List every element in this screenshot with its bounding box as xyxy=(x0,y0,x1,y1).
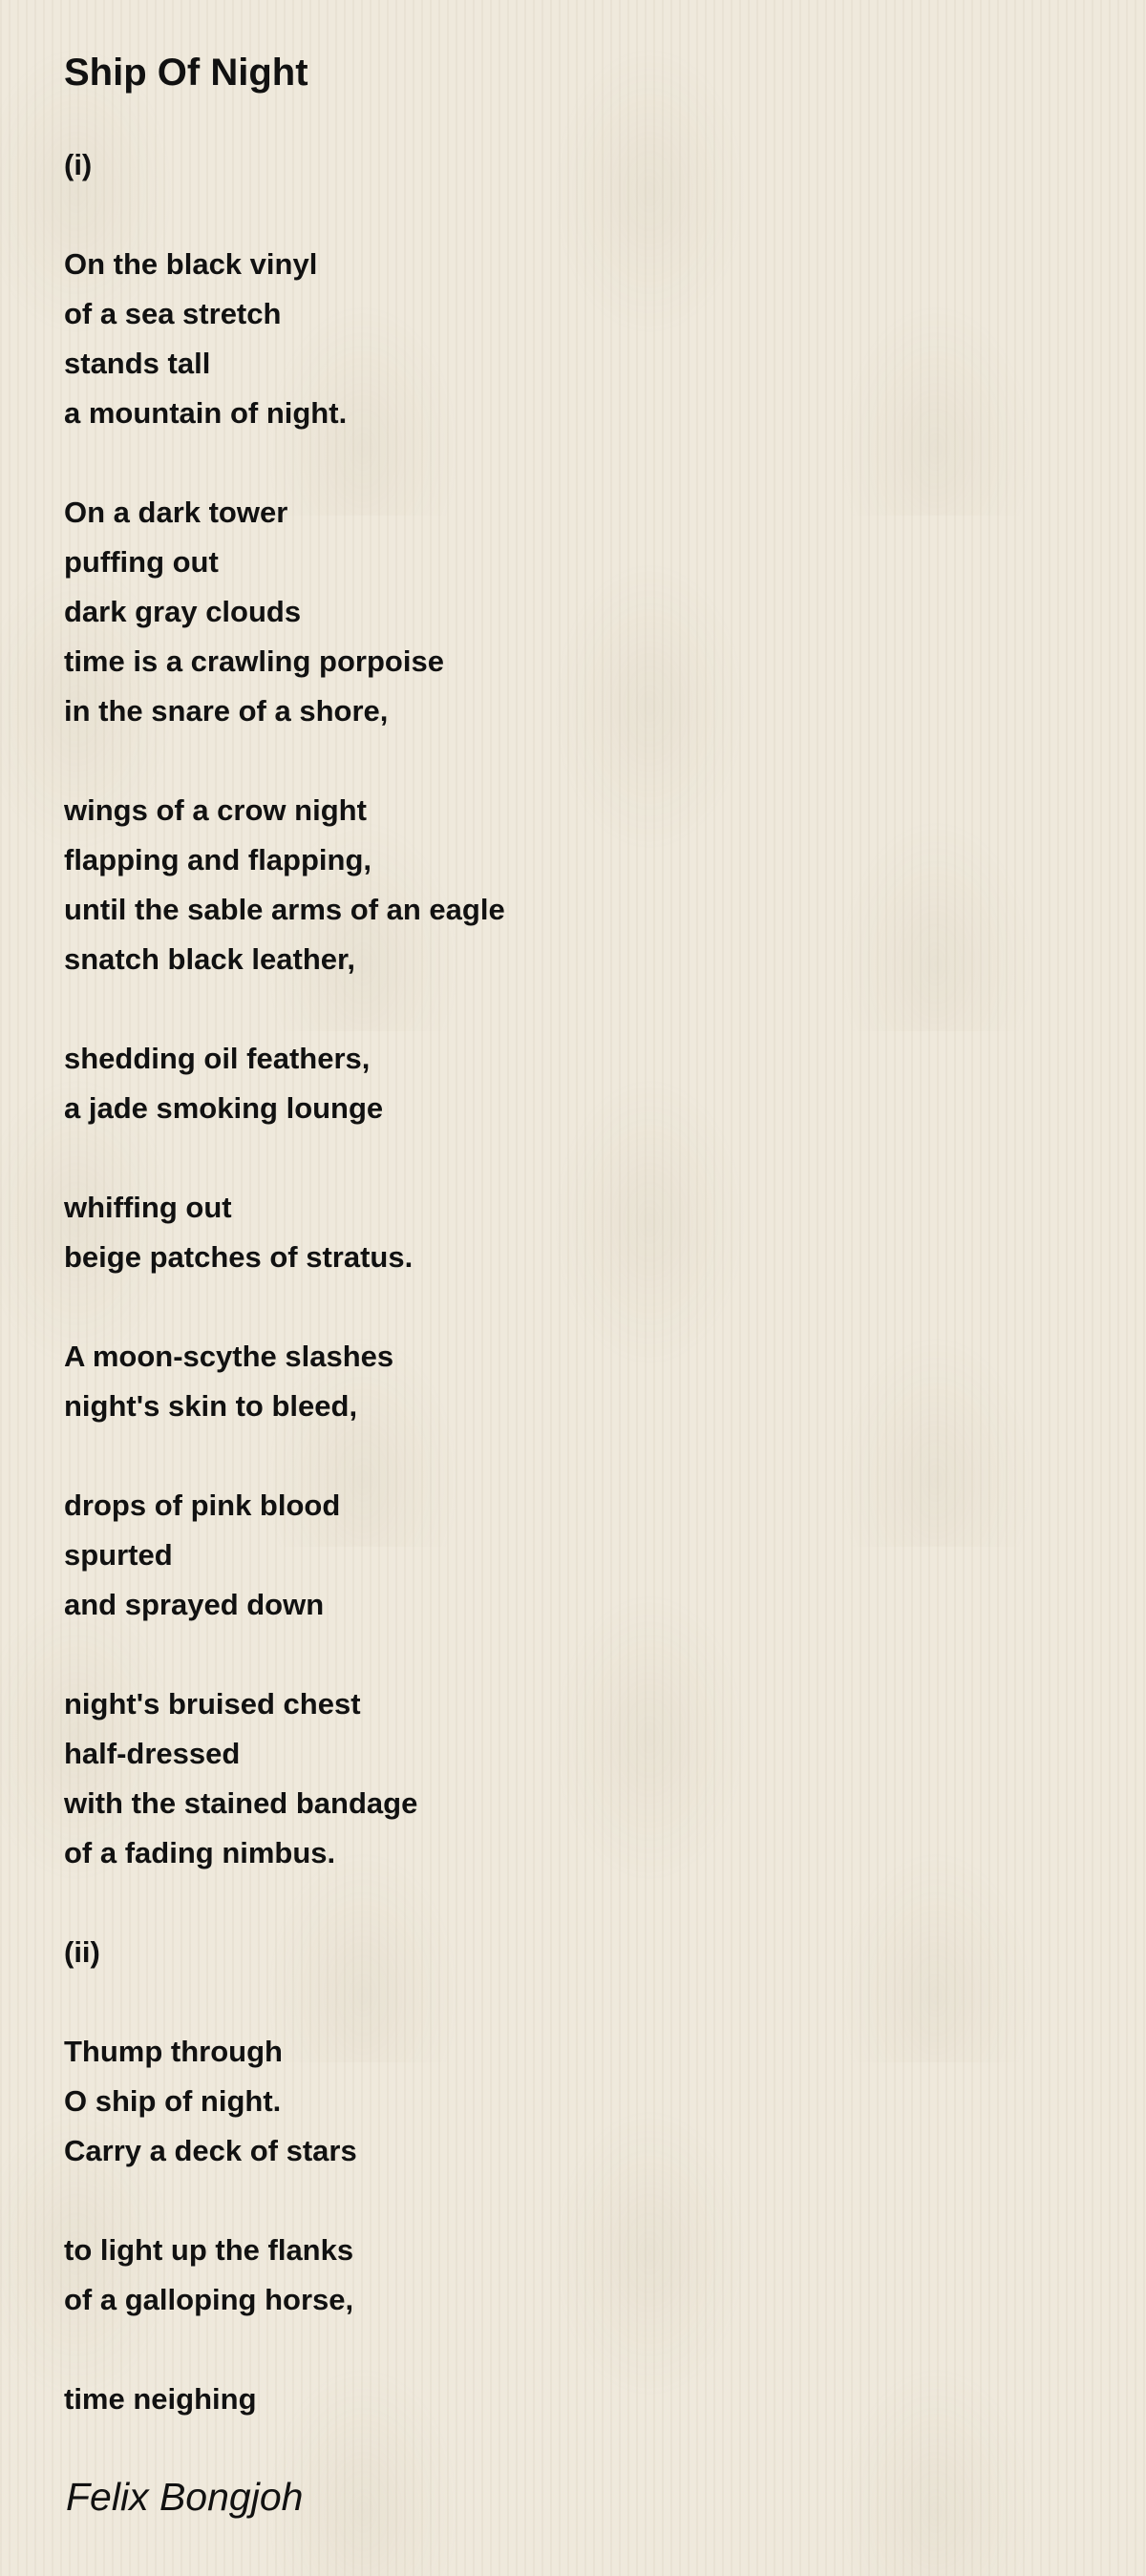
poem-line: puffing out xyxy=(64,545,219,579)
poem-line: On the black vinyl xyxy=(64,247,318,281)
stanza-break xyxy=(64,1282,1076,1332)
poem-line: time neighing xyxy=(64,2382,257,2416)
stanza-break xyxy=(64,190,1076,240)
poem-line: spurted xyxy=(64,1538,173,1572)
poem-line: (i) xyxy=(64,148,93,181)
stanza-break xyxy=(64,438,1076,488)
poem-line: A moon-scythe slashes xyxy=(64,1340,394,1373)
poem-line: On a dark tower xyxy=(64,496,288,529)
poem-line: and sprayed down xyxy=(64,1588,325,1621)
poem-line: a mountain of night. xyxy=(64,396,348,430)
poem-line: Thump through xyxy=(64,2035,283,2068)
stanza-break xyxy=(64,1630,1076,1679)
stanza-break xyxy=(64,1878,1076,1928)
poem-line: wings of a crow night xyxy=(64,793,367,827)
stanza-break xyxy=(64,1431,1076,1481)
poem-line: stands tall xyxy=(64,347,211,380)
poem-line: half-dressed xyxy=(64,1737,241,1770)
poem-line: O ship of night. xyxy=(64,2084,282,2118)
poem-author: Felix Bongjoh xyxy=(66,2475,304,2519)
poem-line: night's bruised chest xyxy=(64,1687,361,1721)
poem-line: whiffing out xyxy=(64,1191,232,1224)
poem-line: with the stained bandage xyxy=(64,1786,418,1820)
poem-line: beige patches of stratus. xyxy=(64,1240,414,1274)
stanza-break xyxy=(64,2325,1076,2375)
poem-line: flapping and flapping, xyxy=(64,843,372,876)
stanza-break xyxy=(64,2176,1076,2226)
poem-line: of a fading nimbus. xyxy=(64,1836,336,1869)
poem-line: time is a crawling porpoise xyxy=(64,644,444,678)
poem-title: Ship Of Night xyxy=(64,52,308,94)
poem-line: (ii) xyxy=(64,1935,100,1969)
poem-line: Carry a deck of stars xyxy=(64,2134,357,2167)
poem-line: until the sable arms of an eagle xyxy=(64,893,505,926)
poem-line: a jade smoking lounge xyxy=(64,1091,384,1125)
poem-container xyxy=(64,48,1076,2424)
poem-line: dark gray clouds xyxy=(64,595,302,628)
poem-line: drops of pink blood xyxy=(64,1489,341,1522)
poem-line: in the snare of a shore, xyxy=(64,694,389,728)
poem-line: of a sea stretch xyxy=(64,297,282,330)
poem-line: to light up the flanks xyxy=(64,2233,354,2267)
stanza-break xyxy=(64,984,1076,1034)
poem-body xyxy=(64,140,1076,2424)
stanza-break xyxy=(64,736,1076,786)
poem-line: night's skin to bleed, xyxy=(64,1389,358,1423)
poem-line: shedding oil feathers, xyxy=(64,1042,371,1075)
poem-line: snatch black leather, xyxy=(64,942,355,976)
stanza-break xyxy=(64,1133,1076,1183)
poem-line: of a galloping horse, xyxy=(64,2283,354,2316)
stanza-break xyxy=(64,1977,1076,2027)
